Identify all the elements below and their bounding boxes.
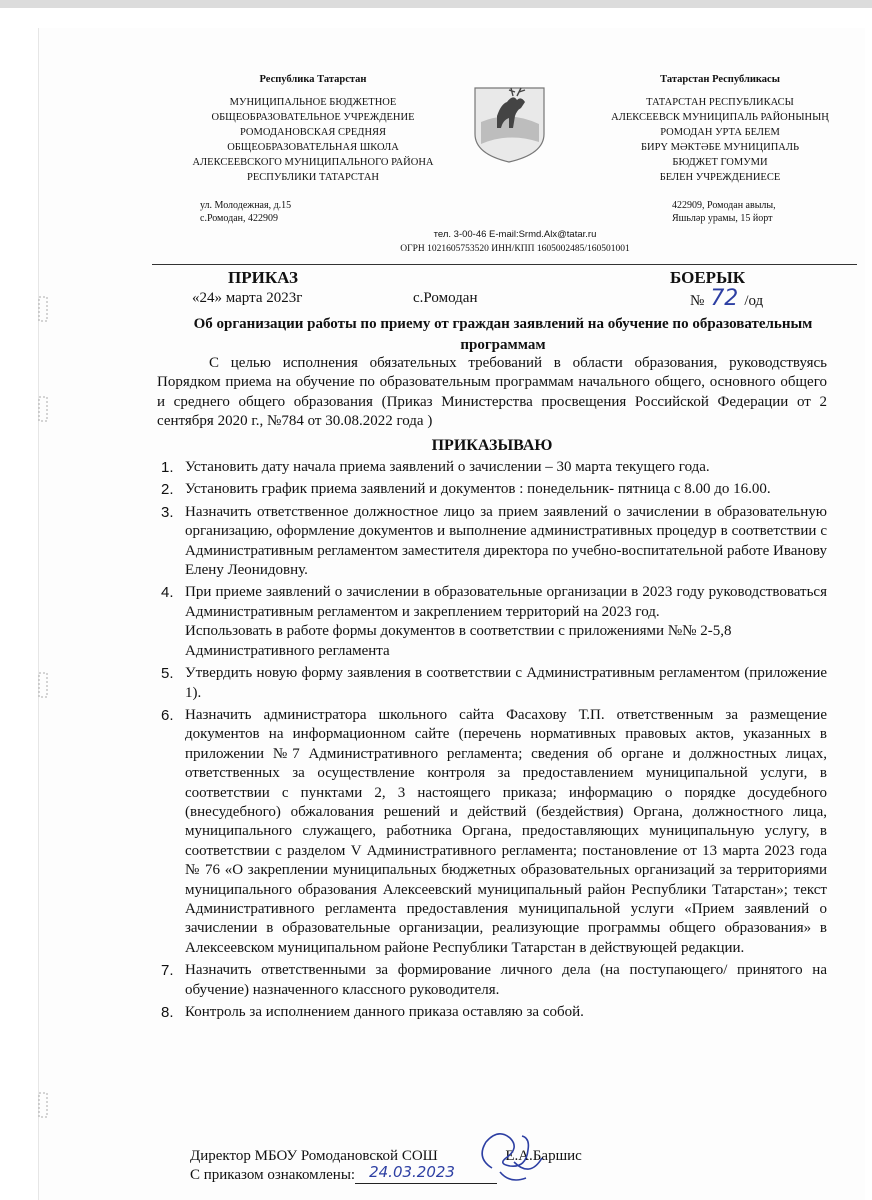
number-prefix: №	[690, 293, 705, 309]
doc-title: Об организации работы по приему от граждан заявлений на обучение по образовательным программам	[193, 316, 813, 353]
item-number: 1.	[161, 459, 174, 477]
order-word: ПРИКАЗЫВАЮ	[431, 436, 553, 454]
doc-number	[690, 286, 763, 311]
item-text: Назначить ответственными за формирование личного дела (на поступающего/ принятого на обучение) назначенного классного руководителя.	[185, 962, 827, 998]
address-left	[200, 199, 291, 225]
item-number: 4.	[161, 584, 174, 602]
item-number: 2.	[161, 481, 174, 499]
item-text: При приеме заявлений о зачислении в образовательные организации в 2023 году руководствоваться Административным регламентом и закреплением территорий на 2023 год.	[185, 584, 827, 620]
list-item	[157, 1003, 827, 1022]
acknowledged-date-handwritten: 24.03.2023	[369, 1163, 455, 1181]
org-line: РОМОДАНОВСКАЯ СРЕДНЯЯ	[239, 127, 387, 138]
address-line: 422909, Ромодан авылы,	[672, 200, 776, 211]
item-number: 3.	[161, 503, 174, 521]
org-line: АЛЕКСЕЕВСК МУНИЦИПАЛЬ РАЙОНЫНЫҢ	[611, 112, 829, 123]
org-line: БЮДЖЕТ ГОМУМИ	[672, 157, 768, 168]
registry-numbers: ОГРН 1021605753520 ИНН/КПП 1605002485/160501001	[400, 244, 630, 254]
item-text: Назначить администратора школьного сайта Фасахову Т.П. ответственным за размещение документов на информационном сайте (перечень нормативных правовых актов, указанных в приложении №7 Административного регламента; сведения об органе и должностных лицах, ответственных за осуществление контроля за предоставлением муниципальной услуги, в соответствии с пунктами 2, 3 настоящего приказа; информацию о порядке досудебного (внесудебного) обжалования решений и действий (бездействия) Органа, должностного лица, муниципального служащего, работника Органа, предоставляющих муниципальную услугу, в соответствии с разделом V Административного регламента; постановление от 13 марта 2023 года № 76 «О закреплении муниципальных бюджетных образовательных организаций за территориями муниципального образования Алексеевский муниципальный район Республики Татарстан»; текст Административного регламента предоставления муниципальной услуги «Прием заявлений о зачислении в образовательные организации, реализующие программы общего образования» в Алексеевском муниципальном районе Республики Татарстан в действующей редакции.	[185, 706, 827, 956]
org-line: ОБЩЕОБРАЗОВАТЕЛЬНОЕ УЧРЕЖДЕНИЕ	[211, 112, 415, 123]
doc-body	[157, 354, 827, 1025]
org-line: РЕСПУБЛИКИ ТАТАРСТАН	[246, 172, 379, 183]
binding-mark	[38, 396, 48, 422]
org-line: БЕЛЕН УЧРЕЖДЕНИЕСЕ	[659, 172, 781, 183]
list-item	[157, 458, 827, 477]
address-line: ул. Молодежная, д.15	[200, 200, 292, 211]
doc-place: с.Ромодан	[413, 290, 478, 306]
list-item	[157, 480, 827, 499]
address-line: с.Ромодан, 422909	[200, 213, 278, 224]
letterhead-right	[590, 72, 850, 185]
contacts-block	[335, 228, 695, 256]
item-number: 8.	[161, 1004, 174, 1021]
order-items	[157, 458, 827, 1022]
item-text: Установить график приема заявлений и документов : понедельник- пятница с 8.00 до 16.00.	[185, 481, 771, 498]
org-line: РОМОДАН УРТА БЕЛЕМ	[660, 127, 780, 138]
header-divider	[152, 264, 857, 265]
binding-mark	[38, 672, 48, 698]
address-right	[672, 199, 776, 225]
item-text-continued: Использовать в работе формы документов в соответствии с приложениями №№ 2-5,8 Административного регламента	[185, 623, 732, 659]
phone-email: тел. 3-00-46 E-mail:Srmd.Alx@tatar.ru	[433, 229, 597, 240]
item-text: Утвердить новую форму заявления в соответствии с Административным регламентом (приложение 1).	[185, 665, 827, 701]
item-text: Назначить ответственное должностное лицо за прием заявлений о зачислении в образовательную организацию, оформление документов и выполнение административных процедур в соответствии с Административным регламентом заместителя директора по учебно-воспитательной работе Иванову Елену Леонидовну.	[185, 503, 827, 579]
address-line: Яшьләр урамы, 15 йорт	[672, 213, 773, 224]
republic-name-ru: Республика Татарстан	[259, 74, 367, 85]
scan-top-edge	[0, 0, 872, 8]
number-handwritten: 72	[710, 286, 739, 311]
number-suffix: /од	[744, 293, 764, 309]
list-item	[157, 583, 827, 661]
item-text: Контроль за исполнением данного приказа оставляю за собой.	[185, 1004, 584, 1020]
binding-mark	[38, 296, 48, 322]
org-line: БИРҮ МӘКТӘБЕ МУНИЦИПАЛЬ	[640, 142, 800, 153]
list-item	[157, 503, 827, 581]
item-number: 5.	[161, 665, 174, 683]
item-number: 6.	[161, 706, 174, 724]
org-line: ОБЩЕОБРАЗОВАТЕЛЬНАЯ ШКОЛА	[227, 142, 399, 153]
list-item	[157, 664, 827, 703]
doc-date: «24» марта 2023г	[192, 290, 303, 306]
acknowledgement-line	[190, 1163, 497, 1184]
signer-name: Е.А.Баршис	[505, 1148, 582, 1164]
acknowledged-label: С приказом ознакомлены:	[190, 1167, 356, 1183]
org-line: АЛЕКСЕЕВСКОГО МУНИЦИПАЛЬНОГО РАЙОНА	[192, 157, 434, 168]
list-item	[157, 961, 827, 1000]
item-number: 7.	[161, 962, 174, 980]
doc-type-tt: БОЕРЫК	[670, 268, 746, 287]
org-line: МУНИЦИПАЛЬНОЕ БЮДЖЕТНОЕ	[229, 97, 397, 108]
republic-name-tt: Татарстан Республикасы	[660, 74, 780, 85]
doc-type-ru: ПРИКАЗ	[228, 268, 298, 287]
acknowledged-signature-line	[355, 1163, 497, 1184]
list-item	[157, 706, 827, 958]
item-text: Установить дату начала приема заявлений о зачислении – 30 марта текущего года.	[185, 459, 710, 476]
intro-paragraph: С целью исполнения обязательных требований в области образования, руководствуясь Порядком приема на обучение по образовательным программам начального общего, основного общего и среднего общего образования (Приказ Министерства просвещения Российской Федерации от 2 сентября 2020 г., №784 от 30.08.2022 года )	[157, 355, 827, 430]
letterhead-left	[168, 72, 458, 185]
municipal-emblem-icon	[467, 82, 552, 164]
binding-mark	[38, 1092, 48, 1118]
org-line: ТАТАРСТАН РЕСПУБЛИКАСЫ	[646, 97, 794, 108]
signer-title: Директор МБОУ Ромодановской СОШ	[190, 1148, 438, 1164]
